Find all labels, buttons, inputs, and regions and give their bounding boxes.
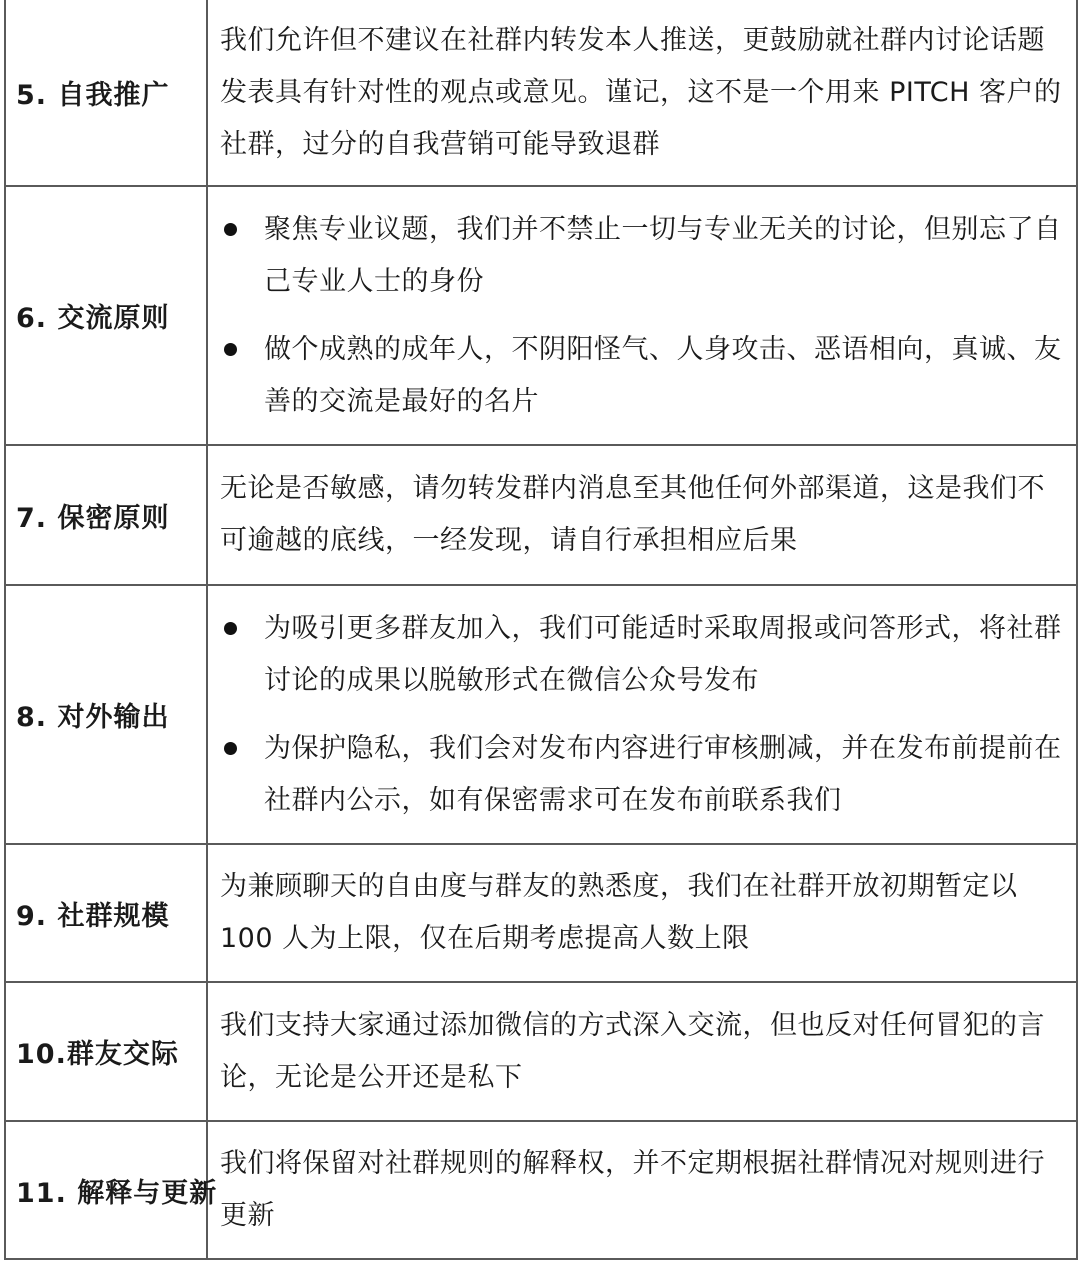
- bullet-list: [220, 204, 1066, 428]
- bullet-text: 为吸引更多群友加入，我们可能适时采取周报或问答形式，将社群讨论的成果以脱敏形式在微信公众号发布: [264, 612, 1062, 696]
- rule-row-11: [5, 1121, 1077, 1259]
- rule-label: 7. 保密原则: [5, 445, 207, 585]
- bullet-list: [220, 603, 1066, 827]
- bullet-text: 为保护隐私，我们会对发布内容进行审核删减，并在发布前提前在社群内公示，如有保密需求可在发布前联系我们: [264, 732, 1062, 816]
- rule-text: 我们将保留对社群规则的解释权，并不定期根据社群情况对规则进行更新: [220, 1148, 1045, 1231]
- rule-content: [207, 0, 1077, 186]
- bullet-text: 做个成熟的成年人，不阴阳怪气、人身攻击、恶语相向，真诚、友善的交流是最好的名片: [264, 333, 1062, 417]
- rule-content: [207, 844, 1077, 982]
- rule-label: 9. 社群规模: [5, 844, 207, 982]
- rule-text: 无论是否敏感，请勿转发群内消息至其他任何外部渠道，这是我们不可逾越的底线，一经发现，请自行承担相应后果: [220, 473, 1045, 556]
- bullet-item: [220, 204, 1066, 308]
- bullet-item: [220, 324, 1066, 428]
- rule-label: 11. 解释与更新: [5, 1121, 207, 1259]
- rule-content: [207, 186, 1077, 445]
- rule-content: [207, 982, 1077, 1121]
- rule-label: 5. 自我推广: [5, 0, 207, 186]
- rule-text: 为兼顾聊天的自由度与群友的熟悉度，我们在社群开放初期暂定以 100 人为上限，仅在后期考虑提高人数上限: [220, 871, 1018, 954]
- bullet-text: 聚焦专业议题，我们并不禁止一切与专业无关的讨论，但别忘了自己专业人士的身份: [264, 213, 1062, 297]
- bullet-dot-icon: [224, 343, 237, 356]
- bullet-dot-icon: [224, 223, 237, 236]
- rule-content: [207, 585, 1077, 844]
- rules-table: [4, 0, 1078, 1260]
- rule-row-10: [5, 982, 1077, 1121]
- rule-row-5: [5, 0, 1077, 186]
- bullet-dot-icon: [224, 742, 237, 755]
- rule-row-6: [5, 186, 1077, 445]
- rule-text: 我们允许但不建议在社群内转发本人推送，更鼓励就社群内讨论话题发表具有针对性的观点或意见。谨记，这不是一个用来 PITCH 客户的社群，过分的自我营销可能导致退群: [220, 24, 1062, 160]
- rule-label: 8. 对外输出: [5, 585, 207, 844]
- bullet-dot-icon: [224, 622, 237, 635]
- rule-row-8: [5, 585, 1077, 844]
- bullet-item: [220, 603, 1066, 707]
- rule-row-9: [5, 844, 1077, 982]
- rule-text: 我们支持大家通过添加微信的方式深入交流，但也反对任何冒犯的言论，无论是公开还是私下: [220, 1009, 1045, 1093]
- bullet-item: [220, 723, 1066, 827]
- rule-row-7: [5, 445, 1077, 585]
- rule-content: [207, 1121, 1077, 1259]
- rule-label: 10.群友交际: [5, 982, 207, 1121]
- rule-label: 6. 交流原则: [5, 186, 207, 445]
- rule-content: [207, 445, 1077, 585]
